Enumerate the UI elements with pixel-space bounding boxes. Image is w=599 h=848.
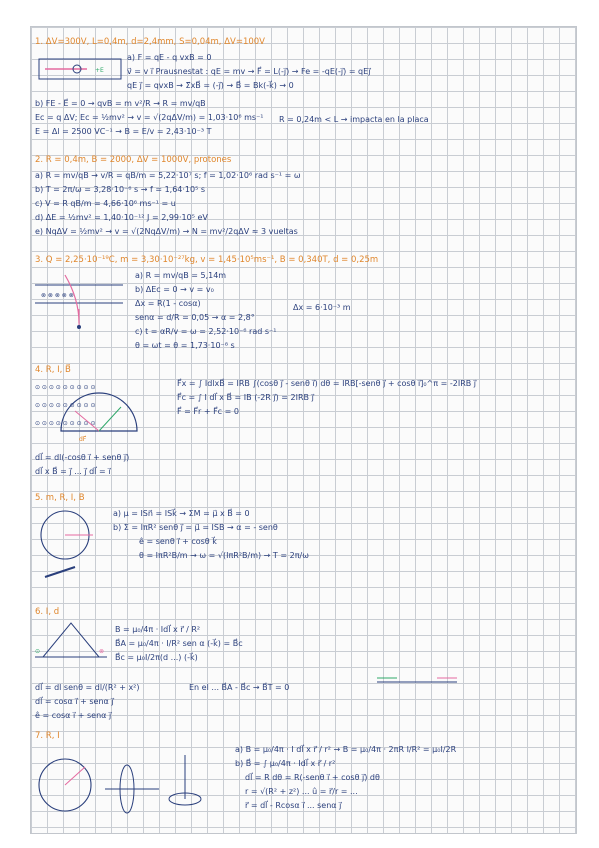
p3-line-a: a) R = mv/qB = 5,14m [135, 271, 227, 280]
p3-line-c: c) t = αR/v = ω = 2,52·10⁻⁶ rad s⁻¹ [135, 327, 277, 336]
p1-conclusion: R = 0,24m < L → impacta en la placa [279, 115, 429, 124]
p6-line-7: ê = cosα i⃗ + senα j⃗ [35, 711, 112, 720]
p5-line-4: θ = IπR²B/m → ω = √(IπR²B/m) → T = 2π/ω [139, 551, 309, 560]
p3-line-6: θ = ωt = θ = 1,73·10⁻⁸ s [135, 341, 235, 350]
p6-line-1: B = μ₀/4π · Idl⃗ x r⃗ / R² [115, 625, 201, 634]
problem-3-header: 3. Q = 2,25·10⁻¹⁹C, m = 3,30·10⁻²⁷kg, v = 1,45·10⁵ms⁻¹, B = 0,340T, d = 0,25m [35, 255, 379, 265]
problem-6-header: 6. I, d [35, 607, 60, 617]
p3-side-result: Δx = 6·10⁻³ m [293, 303, 351, 312]
p2-line-c: c) V = R qB/m = 4,66·10⁶ ms⁻¹ = u [35, 199, 176, 208]
problem-4-header: 4. R, I, B⃗ [35, 365, 71, 375]
p4-line-1: F⃗x = ∫ IdlxB⃗ = IRB ∫(cosθ j⃗ - senθ i⃗) dθ = IRB[-senθ j⃗ + cosθ i⃗]₀^π = -2IRB j⃗ [177, 379, 477, 388]
p7-line-3: dl⃗ = R dθ = R(-senθ i⃗ + cosθ j⃗) dθ [245, 773, 380, 782]
svg-text:⊗: ⊗ [99, 648, 105, 655]
p6-line-6: dl⃗ = cosα i⃗ + senα j⃗ [35, 697, 114, 706]
problem-4-diagram [35, 377, 167, 443]
p6-line-3: B⃗c = μ₀I/2π(d ...) (-k⃗) [115, 653, 198, 662]
graph-paper-sheet [30, 26, 577, 834]
problem-1-diagram [37, 57, 127, 83]
p1-line-5: Ec = q ΔV; Ec = ½mv² → v = √(2qΔV/m) = 1,03·10⁶ ms⁻¹ [35, 113, 264, 122]
p5-line-b: b) Σ = IπR² senθ j⃗ = μ⃗ = ISB → α = - senθ [113, 523, 278, 532]
p1-line-b: b) FE - E⃗ = 0 → qvB = m v²/R → R = mv/qB [35, 99, 206, 108]
p6-line-5: En el ... B⃗A - B⃗c → B⃗T = 0 [189, 683, 290, 692]
p4-line-4: dl⃗ = dl(-cosθ i⃗ + senθ j⃗) [35, 453, 130, 462]
p4-line-3: F⃗ = F⃗r + F⃗c = 0 [177, 407, 239, 416]
p2-line-e: e) NqΔV = ½mv² → v = √(2NqΔV/m) → N = mv²/2qΔV ≈ 3 vueltas [35, 227, 298, 236]
problem-2-header: 2. R = 0,4m, B = 2000, ΔV = 1000V, protones [35, 155, 232, 165]
p1-line-3: qE j⃗ = qvxB → Σ⃗xB⃗ = (-j⃗) → B⃗ = Bk(-k⃗) → 0 [127, 81, 294, 90]
p3-line-3: Δx = R(1 - cosα) [135, 299, 201, 308]
p2-line-d: d) ΔE = ½mv² = 1,40·10⁻¹² J = 2,99·10⁵ eV [35, 213, 208, 222]
p5-line-3: ê = senθ i⃗ + cosθ k⃗ [139, 537, 217, 546]
problem-7-header: 7. R, I [35, 731, 60, 741]
problem-1-header: 1. ΔV=300V, L=0,4m, d=2,4mm, S=0,04m, ΔV=100V [35, 37, 265, 47]
svg-text:⊙ ⊙ ⊙ ⊙ ⊙ ⊙ ⊙ ⊙ ⊙: ⊙ ⊙ ⊙ ⊙ ⊙ ⊙ ⊙ ⊙ ⊙ [35, 384, 96, 391]
p1-line-6: E = Δl = 2500 VC⁻¹ → B = E/v = 2,43·10⁻³ T [35, 127, 212, 136]
p6-line-4: dl⃗ = dl senθ = dl/(R² + x²) [35, 683, 140, 692]
p7-line-5: r⃗ = dl⃗ - Rcosα i⃗ ... senα j⃗ [245, 801, 342, 810]
svg-text:+E: +E [95, 67, 104, 74]
p1-line-2: v⃗ = v i⃗ Prausnestat : qE = mv → F⃗ = L(-j⃗) → Fe = -qE(-j⃗) = qEj⃗ [127, 67, 371, 76]
p6-vector-sketch [373, 675, 463, 689]
svg-text:⊗ ⊗ ⊗ ⊗ ⊗: ⊗ ⊗ ⊗ ⊗ ⊗ [41, 292, 74, 299]
p3-line-b: b) ΔEc = 0 → v = v₀ [135, 285, 214, 294]
p7-line-4: r = √(R² + z²) ... û = r⃗/r = ... [245, 787, 358, 796]
p7-line-a: a) B = μ₀/4π · I dl⃗ x r⃗ / r² → B = μ₀/4π · 2πR I/R² = μ₀I/2R [235, 745, 457, 754]
p2-line-b: b) T = 2π/ω = 3,28·10⁻⁶ s → f = 1,64·10⁵ s [35, 185, 206, 194]
p3-line-4: senα = d/R = 0,05 → α = 2,8° [135, 313, 255, 322]
p2-line-a: a) R = mv/qB → v/R = qB/m = 5,22·10⁷ s; f = 1,02·10⁶ rad s⁻¹ = ω [35, 171, 301, 180]
p6-line-2: B⃗A = μ₀/4π · I/R² sen α (-k⃗) = B⃗c [115, 639, 243, 648]
p5-line-a: a) μ = ISn⃗ = ISk⃗ → ΣM = μ⃗ x B⃗ = 0 [113, 509, 250, 518]
p1-line-a: a) F = qE - q vxB = 0 [127, 53, 212, 62]
svg-text:⊙ ⊙ ⊙ ⊙ ⊙ ⊙ ⊙ ⊙ ⊙: ⊙ ⊙ ⊙ ⊙ ⊙ ⊙ ⊙ ⊙ ⊙ [35, 402, 96, 409]
problem-5-diagram [35, 505, 107, 587]
p7-line-b: b) B⃗ = ∫ μ₀/4π · Idl⃗ x r⃗ / r² [235, 759, 336, 768]
svg-text:⊙ ⊙ ⊙ ⊙ ⊙ ⊙ ⊙ ⊙ ⊙: ⊙ ⊙ ⊙ ⊙ ⊙ ⊙ ⊙ ⊙ ⊙ [35, 420, 96, 427]
svg-text:dF⃗: dF⃗ [79, 436, 87, 443]
problem-5-header: 5. m, R, I, B [35, 493, 85, 503]
p4-line-5: dl⃗ x B⃗ = j⃗ ... j⃗ dl⃗ = i⃗ [35, 467, 111, 476]
problem-6-diagram [35, 617, 115, 667]
problem-7-diagrams [35, 743, 231, 827]
p4-line-2: F⃗c = ∫ I dl⃗ x B⃗ = IB (-2R j⃗) = 2IRB j⃗ [177, 393, 314, 402]
svg-text:⊙: ⊙ [35, 648, 41, 655]
problem-3-diagram [35, 269, 127, 329]
